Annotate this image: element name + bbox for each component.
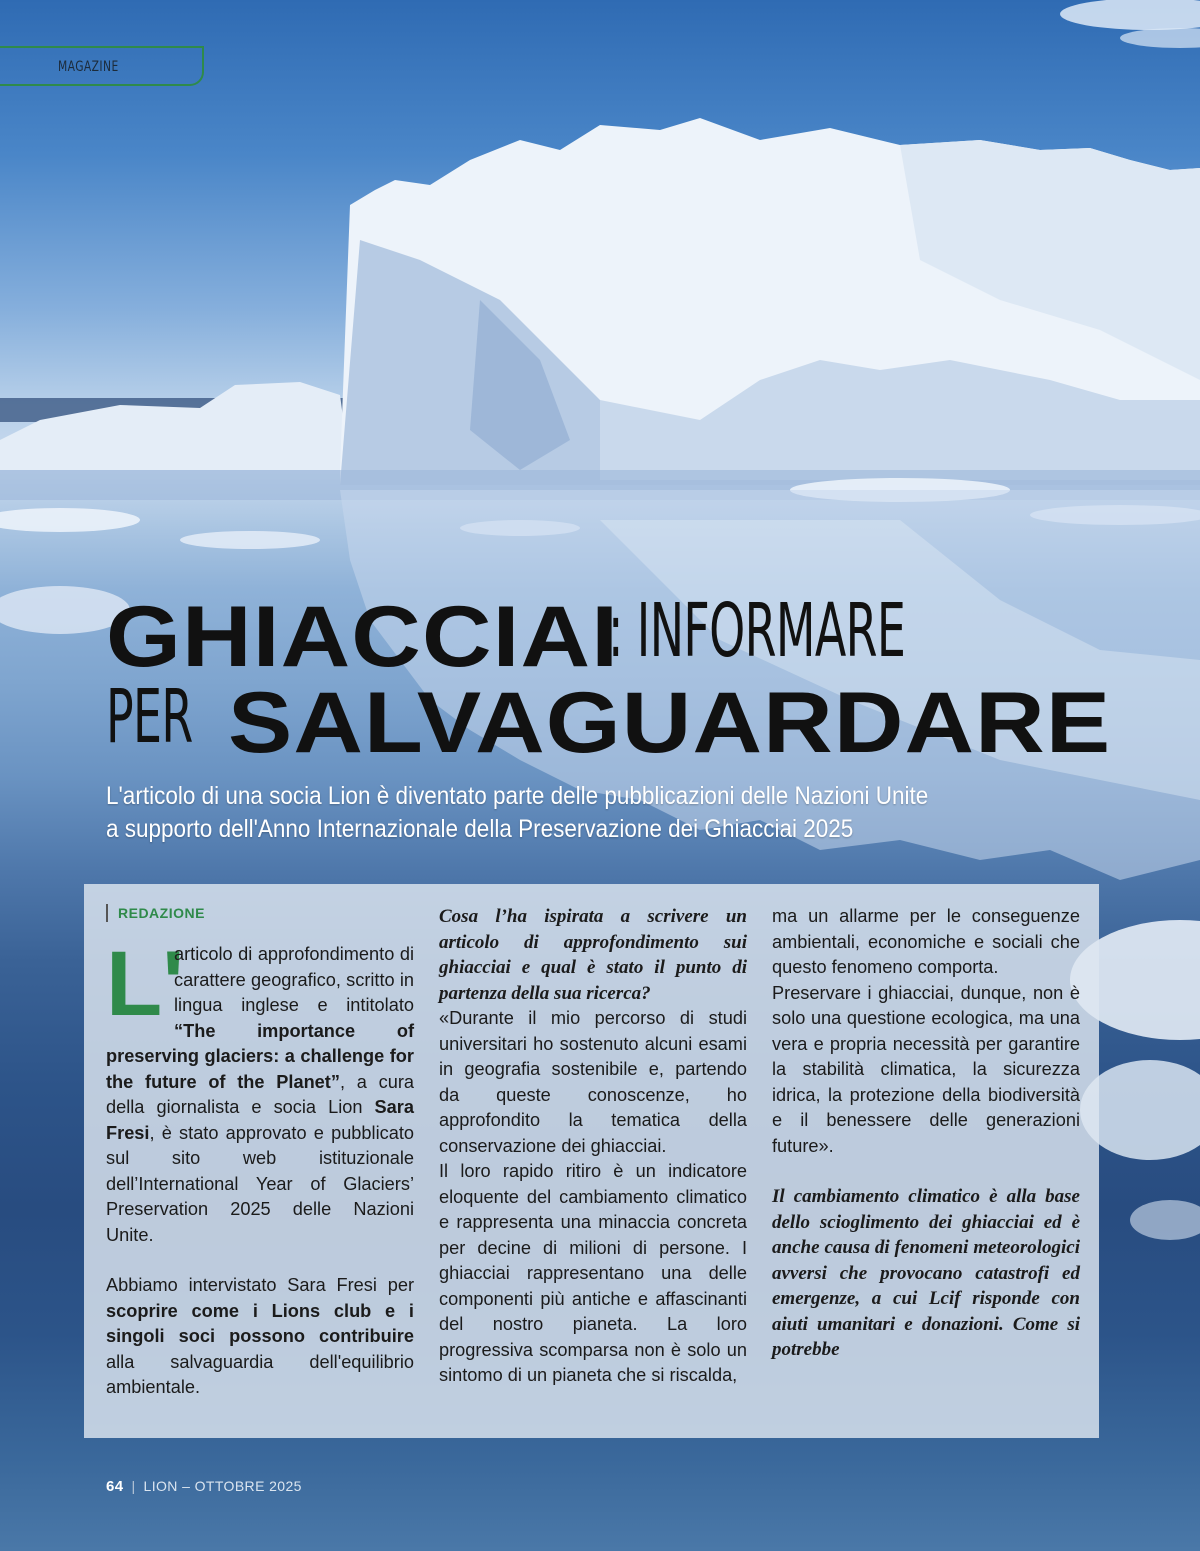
headline-word-ghiacciai: GHIACCIAI bbox=[106, 589, 620, 685]
column-3 bbox=[772, 904, 1080, 1363]
answer-paragraph-4: Preservare i ghiacciai, dunque, non è solo una questione ecologica, ma una vera e propria necessità per garantire la stabilità climatica, la sicurezza idrica, la protezione della biodiversità e il benessere delle generazioni future». bbox=[772, 982, 1080, 1156]
question-1: Cosa l’ha ispirata a scrivere un articolo di approfondimento sui ghiacciai e qual è stato il punto di partenza della sua ricerca? bbox=[439, 906, 747, 1004]
section-tab bbox=[0, 46, 204, 86]
intro-text-c: , a cura della giornalista e socia Lion bbox=[106, 1071, 415, 1117]
subtitle bbox=[106, 780, 1106, 846]
column-1 bbox=[106, 904, 414, 1401]
answer-paragraph-2: Il loro rapido ritiro è un indicatore eloquente del cambiamento climatico e rappresenta una minaccia concreta per decine di milioni di persone. I ghiacciai rappresentano una delle componenti più antiche e affascinanti del nostro pianeta. La loro progressiva scomparsa non è solo un sintomo di un pianeta che si riscalda, bbox=[439, 1161, 747, 1385]
answer-paragraph-3: ma un allarme per le conseguenze ambientali, economiche e sociali che questo fenomeno comporta. bbox=[772, 906, 1080, 977]
article-panel bbox=[84, 884, 1099, 1438]
interview-text-c: alla salvaguardia dell'equilibrio ambientale. bbox=[106, 1351, 414, 1397]
headline-word-per: PER bbox=[106, 674, 193, 760]
publication-info: LION – OTTOBRE 2025 bbox=[143, 1478, 302, 1494]
column-2 bbox=[439, 904, 747, 1389]
footer-separator: | bbox=[131, 1478, 136, 1494]
page-footer bbox=[106, 1478, 302, 1495]
intro-text-e: , è stato approvato e pubblicato sul sito web istituzionale dell’International Year of Glaciers’ Preservation 2025 delle Nazioni Unite. bbox=[106, 1122, 414, 1245]
question-2: Il cambiamento climatico è alla base dello scioglimento dei ghiacciai ed è anche causa di fenomeni meteorologici avversi che provocano catastrofi ed emergenze, a cui Lcif risponde con aiuti umanitari e donazioni. Come si potrebbe bbox=[772, 1186, 1080, 1360]
answer-paragraph-1: «Durante il mio percorso di studi universitari ho sostenuto alcuni esami in geografia sostenibile e, partendo da queste conoscenze, ho approfondito la tematica della conservazione dei ghiacciai. bbox=[439, 1008, 747, 1156]
headline-word-informare: : INFORMARE bbox=[608, 588, 906, 674]
subtitle-line-2: a supporto dell'Anno Internazionale della Preservazione dei Ghiacciai 2025 bbox=[106, 815, 854, 843]
intro-text-a: articolo di approfondimento di carattere geografico, scritto in lingua inglese e intitolato bbox=[174, 944, 414, 1015]
interview-text-a: Abbiamo intervistato Sara Fresi per bbox=[106, 1275, 414, 1295]
drop-cap: L' bbox=[106, 933, 185, 1035]
section-tab-label: MAGAZINE bbox=[58, 59, 119, 75]
author-name: Sara Fresi bbox=[106, 1097, 414, 1143]
interview-text-b: scoprire come i Lions club e i singoli soci possono contribuire bbox=[106, 1300, 414, 1346]
page-number: 64 bbox=[106, 1478, 124, 1495]
interview-intro-paragraph bbox=[106, 1273, 414, 1401]
article-title-quote: “The importance of preserving glaciers: a challenge for the future of the Planet” bbox=[106, 1020, 414, 1092]
subtitle-line-1: L'articolo di una socia Lion è diventato parte delle pubblicazioni delle Nazioni Unite bbox=[106, 782, 929, 810]
byline: REDAZIONE bbox=[106, 904, 414, 922]
intro-paragraph bbox=[106, 933, 415, 1248]
headline-word-salvaguardare: SALVAGUARDARE bbox=[228, 675, 1112, 771]
